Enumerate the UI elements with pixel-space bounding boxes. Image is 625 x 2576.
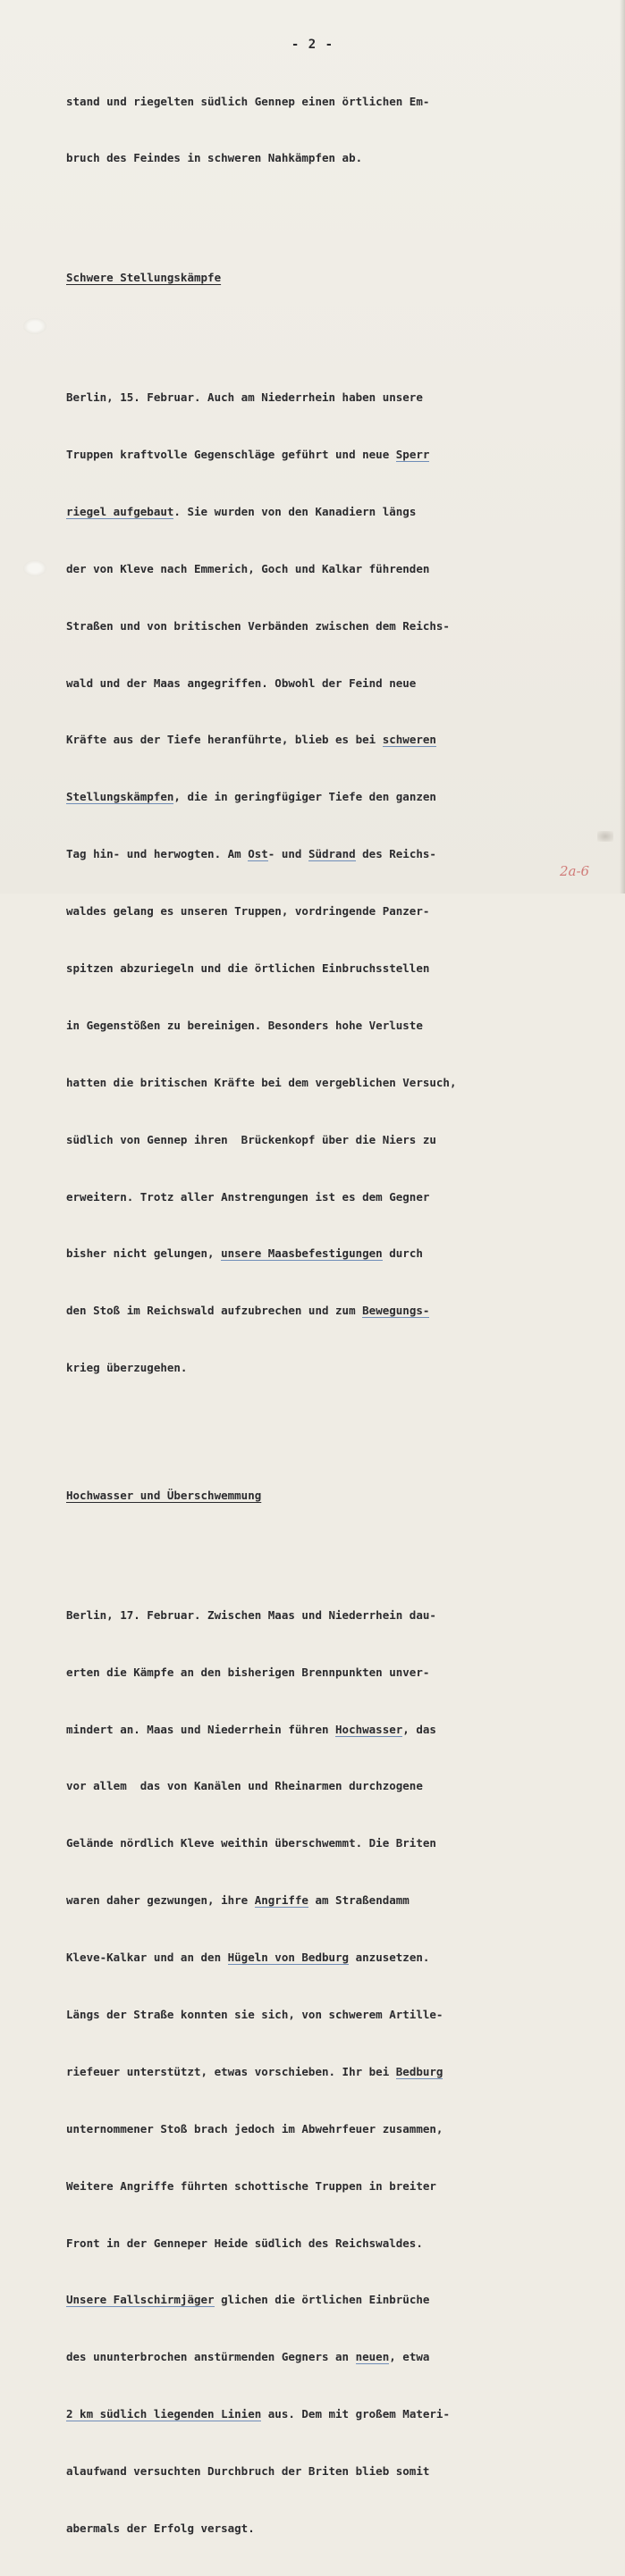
text-line: spitzen abzuriegeln und die örtlichen Einbruchsstellen (66, 961, 430, 975)
text-line: in Gegenstößen zu bereinigen. Besonders hohe Verluste (66, 1018, 423, 1032)
text-line: Front in der Genneper Heide südlich des Reichswaldes. (66, 2236, 423, 2250)
text-line: waldes gelang es unseren Truppen, vordringende Panzer- (66, 904, 430, 919)
section-heading-hochwasser: Hochwasser und Überschwemmung (66, 1488, 262, 1502)
underlined-phrase: Bedburg (395, 2064, 443, 2078)
text-line: Straßen und von britischen Verbänden zwischen dem Reichs- (66, 618, 450, 633)
underlined-phrase: riegel aufgebaut (66, 504, 174, 518)
text-line: Berlin, 17. Februar. Zwischen Maas und Niederrhein dau- (66, 1607, 436, 1622)
underlined-phrase: Angriffe (254, 1893, 308, 1908)
underlined-phrase: Hochwasser (335, 1722, 403, 1736)
underlined-phrase: Bewegungs- (362, 1304, 430, 1318)
text-line: alaufwand versuchten Durchbruch der Briten blieb somit (66, 2464, 430, 2479)
text-line: 2 km südlich liegenden Linien aus. Dem mit großem Materi- (66, 2407, 450, 2421)
text-line: bruch des Feindes in schweren Nahkämpfen ab. (66, 151, 363, 165)
typed-text-body (66, 54, 567, 2576)
underlined-phrase: Ost (248, 847, 268, 861)
paper-smudge (597, 831, 613, 842)
underlined-phrase: Unsere Fallschirmjäger (66, 2293, 215, 2307)
text-line: Stellungskämpfen, die in geringfügiger Tiefe den ganzen (66, 790, 436, 804)
handwritten-margin-note: 2a-6 (560, 863, 590, 879)
text-line: Tag hin- und herwogten. Am Ost- und Südrand des Reichs- (66, 847, 436, 861)
text-line: Kräfte aus der Tiefe heranführte, blieb es bei schweren (66, 733, 436, 747)
text-line: waren daher gezwungen, ihre Angriffe am Straßendamm (66, 1893, 410, 1908)
underlined-phrase: Südrand (308, 847, 356, 861)
underlined-phrase: schweren (382, 733, 436, 747)
text-line: Kleve-Kalkar und an den Hügeln von Bedburg anzusetzen. (66, 1951, 430, 1965)
text-line: Gelände nördlich Kleve weithin überschwemmt. Die Briten (66, 1836, 436, 1850)
text-line: bisher nicht gelungen, unsere Maasbefestigungen durch (66, 1246, 423, 1261)
text-line: Unsere Fallschirmjäger glichen die örtlichen Einbrüche (66, 2293, 430, 2307)
text-line: hatten die britischen Kräfte bei dem vergeblichen Versuch, (66, 1075, 457, 1089)
text-line: krieg überzugehen. (66, 1361, 188, 1375)
text-line: unternommener Stoß brach jedoch im Abwehrfeuer zusammen, (66, 2121, 443, 2135)
text-line: Truppen kraftvolle Gegenschläge geführt und neue Sperr (66, 447, 430, 461)
text-line: wald und der Maas angegriffen. Obwohl der Feind neue (66, 675, 417, 690)
text-line: abermals der Erfolg versagt. (66, 2521, 255, 2535)
underlined-phrase: Hügeln von Bedburg (227, 1951, 350, 1965)
text-line: Berlin, 15. Februar. Auch am Niederrhein haben unsere (66, 390, 423, 405)
text-line: Längs der Straße konnten sie sich, von schwerem Artille- (66, 2007, 443, 2021)
underlined-phrase: Sperr (395, 447, 430, 461)
page-edge-shadow (620, 0, 625, 894)
section-heading-stellungskaempfe: Schwere Stellungskämpfe (66, 271, 222, 285)
underlined-phrase: neuen (355, 2350, 390, 2364)
underlined-phrase: Stellungskämpfen (66, 790, 174, 804)
text-line: erweitern. Trotz aller Anstrengungen ist es dem Gegner (66, 1189, 430, 1204)
punch-hole-top (23, 318, 46, 334)
text-line: den Stoß im Reichswald aufzubrechen und zum Bewegungs- (66, 1304, 430, 1318)
text-line: des ununterbrochen anstürmenden Gegners an neuen, etwa (66, 2350, 430, 2364)
text-line: mindert an. Maas und Niederrhein führen Hochwasser, das (66, 1722, 436, 1736)
text-line: riefeuer unterstützt, etwas vorschieben. Ihr bei Bedburg (66, 2064, 443, 2078)
text-line: vor allem das von Kanälen und Rheinarmen durchzogene (66, 1779, 423, 1793)
text-line: Weitere Angriffe führten schottische Truppen in breiter (66, 2178, 436, 2193)
underlined-phrase: 2 km südlich liegenden Linien (66, 2407, 262, 2421)
page-number: - 2 - (291, 38, 334, 52)
text-line: stand und riegelten südlich Gennep einen örtlichen Em- (66, 94, 430, 108)
text-line: riegel aufgebaut. Sie wurden von den Kanadiern längs (66, 504, 417, 518)
text-line: südlich von Gennep ihren Brückenkopf über die Niers zu (66, 1132, 436, 1146)
text-line: erten die Kämpfe an den bisherigen Brennpunkten unver- (66, 1665, 430, 1679)
text-line: der von Kleve nach Emmerich, Goch und Kalkar führenden (66, 561, 430, 575)
punch-hole-bottom (23, 560, 46, 576)
underlined-phrase: unsere Maasbefestigungen (221, 1246, 383, 1261)
